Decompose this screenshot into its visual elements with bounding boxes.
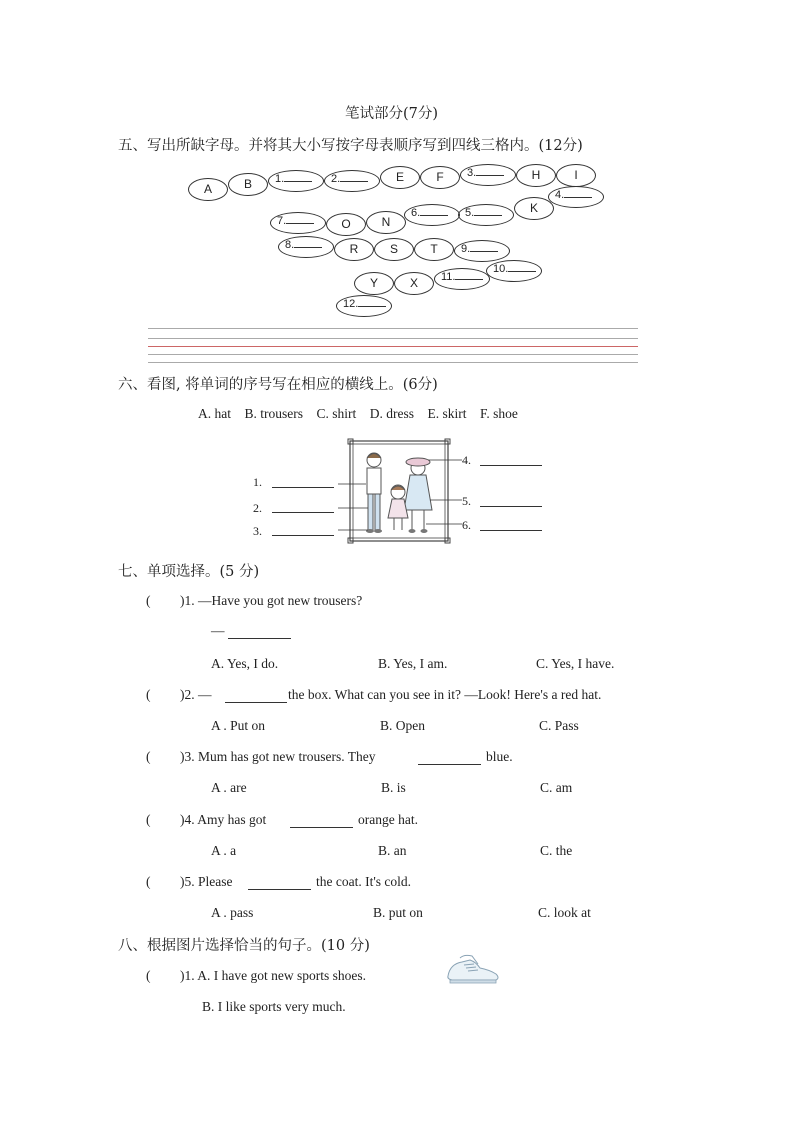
page-title: 笔试部分(7分) (345, 106, 439, 122)
question-5-pre: )5. Please (180, 874, 233, 889)
sports-shoes-image (444, 952, 504, 986)
blank-label: 1. (275, 173, 285, 185)
question-5-option-c[interactable]: C. look at (538, 905, 591, 920)
question-5-option-b[interactable]: B. put on (373, 905, 423, 920)
question-5-post: the coat. It's cold. (316, 874, 412, 889)
section8-q1-option-b[interactable]: B. I like sports very much. (202, 999, 346, 1014)
blank-label: 2. (331, 173, 341, 185)
blank-label: 12. (343, 298, 359, 310)
answer-line-2[interactable] (272, 501, 334, 513)
answer-paren-s8-q1[interactable]: ( (146, 968, 151, 983)
blank-oval-5[interactable] (458, 204, 514, 226)
letter-oval-i: I (556, 164, 596, 187)
blank-label: 9. (461, 243, 471, 255)
blank-oval-8[interactable] (278, 236, 334, 258)
section5-heading: 五、写出所缺字母。并将其大小写按字母表顺序写到四线三格内。(12分) (118, 138, 583, 154)
question-5-blank[interactable] (248, 877, 311, 890)
blank-oval-12[interactable] (336, 295, 392, 317)
answer-line-4[interactable] (480, 454, 542, 466)
section8-q1-option-a[interactable]: )1. A. I have got new sports shoes. (180, 968, 366, 983)
question-2-option-c[interactable]: C. Pass (539, 718, 579, 733)
question-3-post: blue. (486, 749, 513, 764)
blank-oval-1[interactable] (268, 170, 324, 192)
letter-oval-t: T (414, 238, 454, 261)
picture-label-3: 3. (253, 524, 262, 538)
grid-line (148, 328, 638, 329)
question-1-blank[interactable] (228, 626, 291, 639)
blank-oval-3[interactable] (460, 164, 516, 186)
question-2-blank[interactable] (225, 690, 287, 703)
answer-paren-q1[interactable]: ( (146, 593, 151, 608)
blank-oval-6[interactable] (404, 204, 460, 226)
section6-heading: 六、看图, 将单词的序号写在相应的横线上。(6分) (118, 377, 438, 393)
picture-label-1: 1. (253, 475, 262, 489)
letter-oval-h: H (516, 164, 556, 187)
answer-line-3[interactable] (272, 524, 334, 536)
blank-label: 11. (441, 271, 456, 283)
letter-oval-b: B (228, 173, 268, 196)
answer-paren-q4[interactable]: ( (146, 812, 151, 827)
question-4-option-c[interactable]: C. the (540, 843, 573, 858)
grid-line (148, 338, 638, 339)
blank-label: 6. (411, 207, 421, 219)
blank-oval-9[interactable] (454, 240, 510, 262)
letter-oval-a: A (188, 178, 228, 201)
word-options: A. hat B. trousers C. shirt D. dress E. skirt F. shoe (198, 406, 518, 421)
question-1-option-b[interactable]: B. Yes, I am. (378, 656, 448, 671)
question-5-option-a[interactable]: A . pass (211, 905, 254, 920)
question-3-option-b[interactable]: B. is (381, 780, 406, 795)
answer-paren-q3[interactable]: ( (146, 749, 151, 764)
answer-paren-q2[interactable]: ( (146, 687, 151, 702)
question-3-pre: )3. Mum has got new trousers. They (180, 749, 376, 764)
question-4-option-a[interactable]: A . a (211, 843, 237, 858)
question-3-blank[interactable] (418, 752, 481, 765)
picture-label-4: 4. (462, 453, 471, 467)
answer-line-5[interactable] (480, 495, 542, 507)
question-4-option-b[interactable]: B. an (378, 843, 407, 858)
letter-oval-f: F (420, 166, 460, 189)
question-2-post: the box. What can you see in it? —Look! Here's a red hat. (288, 687, 602, 702)
answer-line-6[interactable] (480, 519, 542, 531)
letter-oval-k: K (514, 197, 554, 220)
letter-oval-r: R (334, 238, 374, 261)
family-picture (338, 438, 462, 546)
blank-oval-2[interactable] (324, 170, 380, 192)
question-2-pre: )2. — (180, 687, 212, 702)
picture-label-2: 2. (253, 501, 262, 515)
letter-oval-e: E (380, 166, 420, 189)
letter-oval-n: N (366, 211, 406, 234)
blank-label: 5. (465, 207, 475, 219)
question-1-option-a[interactable]: A. Yes, I do. (211, 656, 279, 671)
blank-label: 10. (493, 263, 509, 275)
letter-oval-o: O (326, 213, 366, 236)
blank-oval-10[interactable] (486, 260, 542, 282)
answer-line-1[interactable] (272, 476, 334, 488)
question-4-blank[interactable] (290, 815, 353, 828)
letter-oval-x: X (394, 272, 434, 295)
section8-heading: 八、根据图片选择恰当的句子。(10 分) (118, 938, 370, 954)
grid-line (148, 362, 638, 363)
answer-paren-q5[interactable]: ( (146, 874, 151, 889)
blank-label: 8. (285, 239, 295, 251)
section7-heading: 七、单项选择。(5 分) (118, 564, 260, 580)
grid-line (148, 354, 638, 355)
question-3-option-c[interactable]: C. am (540, 780, 573, 795)
blank-label: 4. (555, 189, 565, 201)
picture-label-6: 6. (462, 518, 471, 532)
question-1-option-c[interactable]: C. Yes, I have. (536, 656, 615, 671)
blank-oval-11[interactable] (434, 268, 490, 290)
blank-oval-7[interactable] (270, 212, 326, 234)
blank-label: 7. (277, 215, 287, 227)
question-4-post: orange hat. (358, 812, 418, 827)
question-3-option-a[interactable]: A . are (211, 780, 247, 795)
grid-line (148, 346, 638, 347)
letter-oval-y: Y (354, 272, 394, 295)
question-2-option-a[interactable]: A . Put on (211, 718, 266, 733)
letter-oval-s: S (374, 238, 414, 261)
question-4-pre: )4. Amy has got (180, 812, 267, 827)
blank-oval-4[interactable] (548, 186, 604, 208)
question-1-stem: )1. —Have you got new trousers? (180, 593, 363, 608)
blank-label: 3. (467, 167, 477, 179)
question-2-option-b[interactable]: B. Open (380, 718, 425, 733)
picture-label-5: 5. (462, 494, 471, 508)
question-1-dash: — (211, 623, 225, 638)
